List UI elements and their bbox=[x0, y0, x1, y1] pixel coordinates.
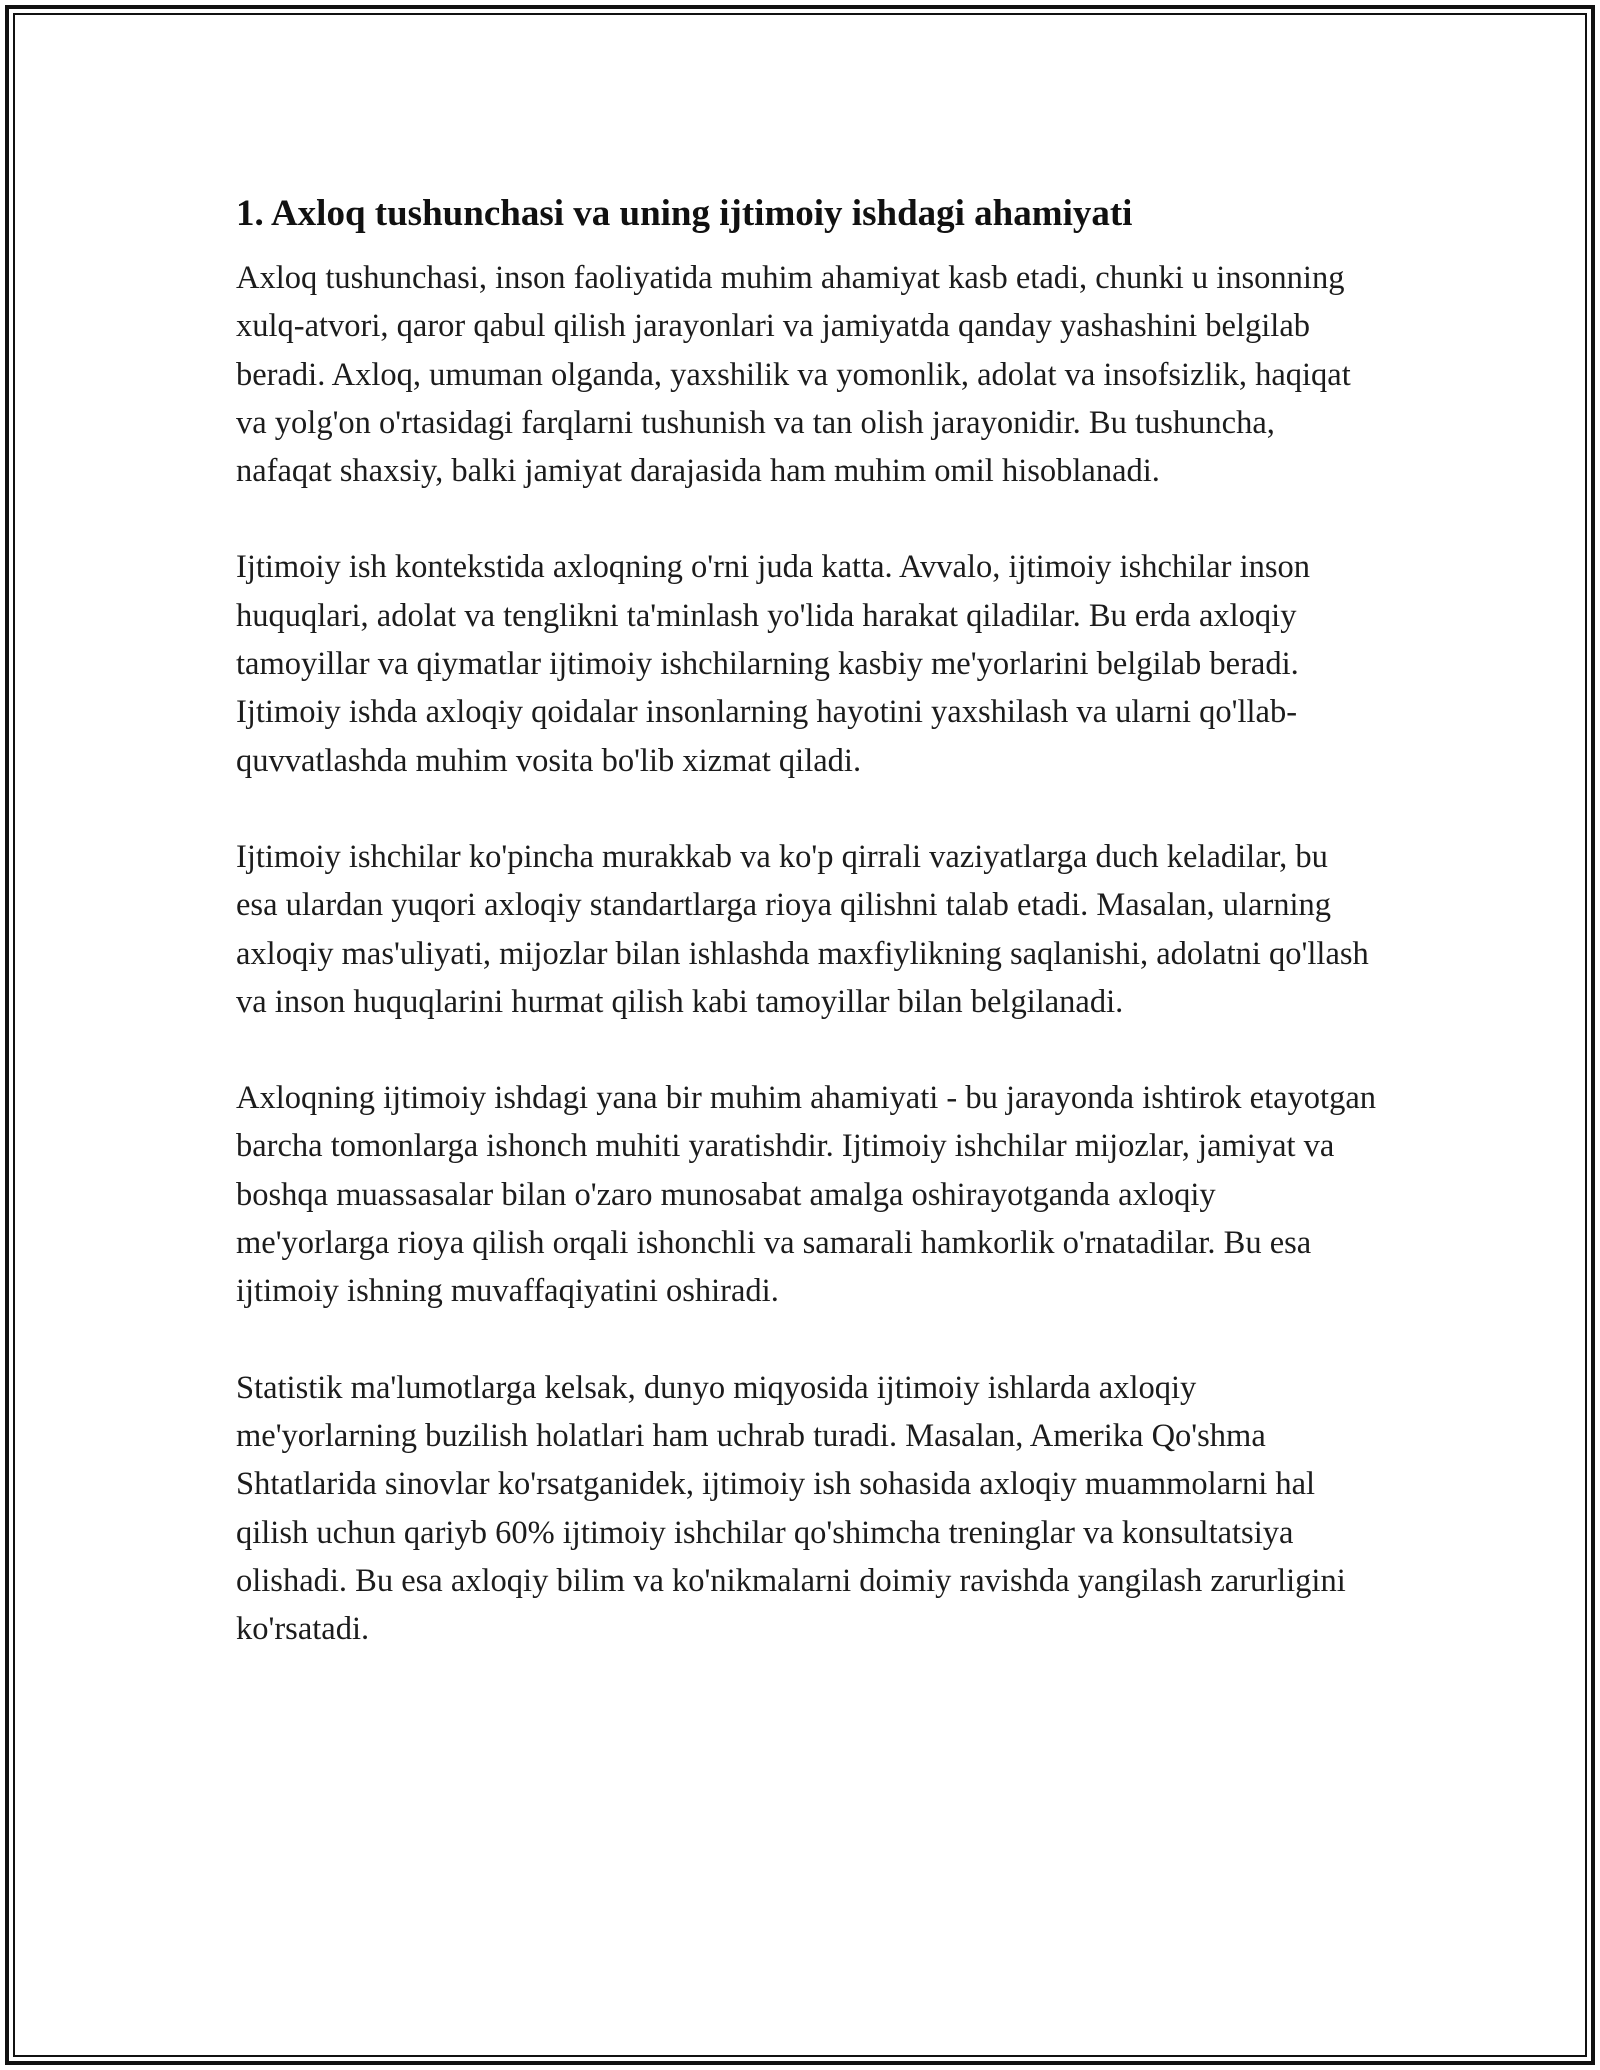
paragraph-2: Ijtimoiy ish kontekstida axloqning o'rni juda katta. Avvalo, ijtimoiy ishchilar inson huquqlari, adolat va tenglikni ta'minlash yo'lida harakat qiladilar. Bu erda axloqiy tamoyillar va qiymatlar ijtimoiy ishchilarning kasbiy me'yorlarini belgilab beradi. Ijtimoiy ishda axloqiy qoidalar insonlarning hayotini yaxshilash va ularni qo'llab-quvvatlashda muhim vosita bo'lib xizmat qiladi. bbox=[236, 549, 1311, 779]
document-body bbox=[236, 184, 1376, 1701]
paragraph-3: Ijtimoiy ishchilar ko'pincha murakkab va ko'p qirrali vaziyatlarga duch keladilar, bu esa ulardan yuqori axloqiy standartlarga rioya qilishni talab etadi. Masalan, ularning axloqiy mas'uliyati, mijozlar bilan ishlashda maxfiylikning saqlanishi, adolatni qo'llash va inson huquqlarini hurmat qilish kabi tamoyillar bilan belgilanadi. bbox=[236, 838, 1369, 1020]
section-title: 1. Axloq tushunchasi va uning ijtimoiy ishdagi ahamiyati bbox=[236, 193, 1133, 234]
paragraph-5: Statistik ma'lumotlarga kelsak, dunyo miqyosida ijtimoiy ishlarda axloqiy me'yorlarning buzilish holatlari ham uchrab turadi. Masalan, Amerika Qo'shma Shtatlarida sinovlar ko'rsatganidek, ijtimoiy ish sohasida axloqiy muammolarni hal qilish uchun qariyb 60% ijtimoiy ishchilar qo'shimcha treninglar va konsultatsiya olishadi. Bu esa axloqiy bilim va ko'nikmalarni doimiy ravishda yangilash zarurligini ko'rsatadi. bbox=[236, 1369, 1346, 1648]
paragraph-1: Axloq tushunchasi, inson faoliyatida muhim ahamiyat kasb etadi, chunki u insonning xulq-atvori, qaror qabul qilish jarayonlari va jamiyatda qanday yashashini belgilab beradi. Axloq, umuman olganda, yaxshilik va yomonlik, adolat va insofsizlik, haqiqat va yolg'on o'rtasidagi farqlarni tushunish va tan olish jarayonidir. Bu tushuncha, nafaqat shaxsiy, balki jamiyat darajasida ham muhim omil hisoblanadi. bbox=[236, 260, 1351, 490]
paragraph-4: Axloqning ijtimoiy ishdagi yana bir muhim ahamiyati - bu jarayonda ishtirok etayotgan barcha tomonlarga ishonch muhiti yaratishdir. Ijtimoiy ishchilar mijozlar, jamiyat va boshqa muassasalar bilan o'zaro munosabat amalga oshirayotganda axloqiy me'yorlarga rioya qilish orqali ishonchli va samarali hamkorlik o'rnatadilar. Bu esa ijtimoiy ishning muvaffaqiyatini oshiradi. bbox=[236, 1080, 1376, 1310]
